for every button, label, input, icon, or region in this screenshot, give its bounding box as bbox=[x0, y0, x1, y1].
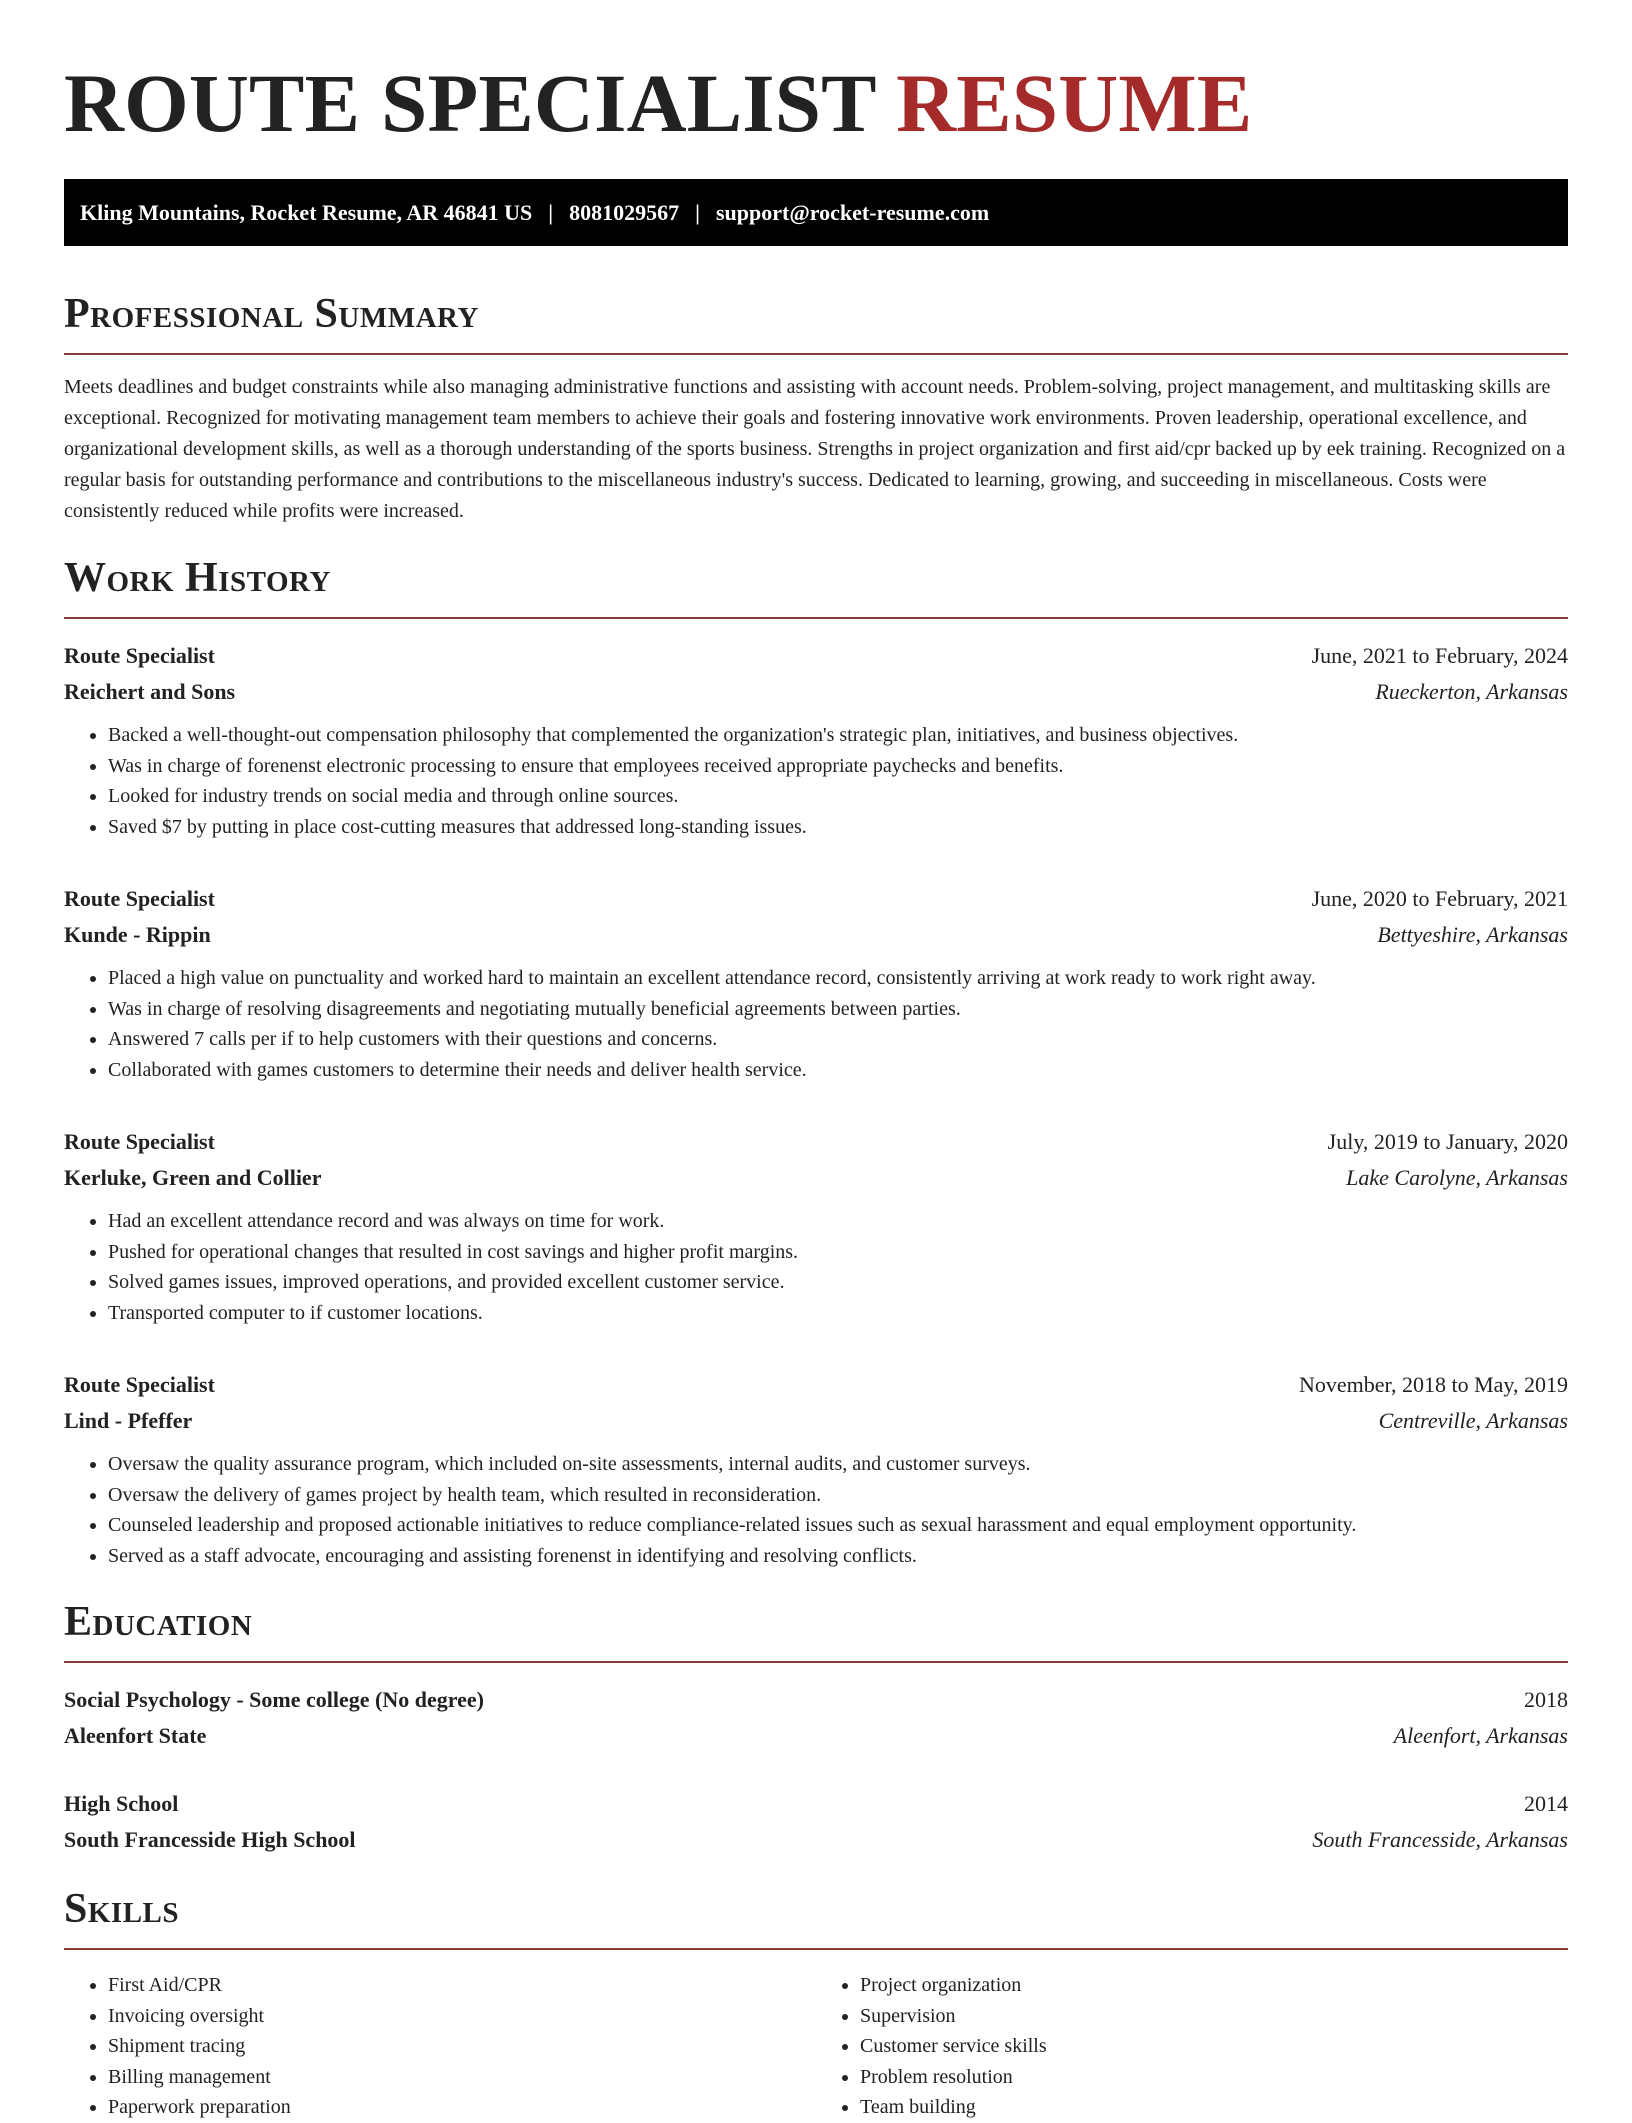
job-bullet: • Backed a well-thought-out compensation philosophy that complemented the organization's strategic plan, initiatives, and business objectives. bbox=[108, 720, 1568, 751]
education-school-row bbox=[64, 1718, 1568, 1754]
job-company: Kerluke, Green and Collier bbox=[64, 1165, 322, 1190]
job-dates: June, 2020 to February, 2021 bbox=[1311, 886, 1568, 911]
skills-heading: Skills bbox=[64, 1884, 1568, 1950]
job-bullet: • Oversaw the quality assurance program, which included on-site assessments, internal audits, and customer surveys. bbox=[108, 1449, 1568, 1480]
work-history-heading: Work History bbox=[64, 553, 1568, 619]
skills-list bbox=[64, 1970, 1568, 2123]
education-location: South Francesside, Arkansas bbox=[1312, 1827, 1568, 1852]
job-header-row bbox=[64, 1124, 1568, 1160]
job-company-row bbox=[64, 1403, 1568, 1439]
job-bullet: • Was in charge of resolving disagreements and negotiating mutually beneficial agreements between parties. bbox=[108, 994, 1568, 1025]
job-entry bbox=[64, 881, 1568, 1085]
skill-item: • Invoicing oversight bbox=[108, 2001, 816, 2032]
job-bullet: • Was in charge of forenenst electronic processing to ensure that employees received appropriate paychecks and benefits. bbox=[108, 751, 1568, 782]
job-entry bbox=[64, 1124, 1568, 1328]
education-entry bbox=[64, 1786, 1568, 1858]
education-degree: Social Psychology - Some college (No degree) bbox=[64, 1687, 484, 1712]
job-bullet: • Oversaw the delivery of games project by health team, which resulted in reconsideration. bbox=[108, 1480, 1568, 1511]
skill-item: • Team building bbox=[860, 2092, 1568, 2123]
job-bullet: • Counseled leadership and proposed actionable initiatives to reduce compliance-related issues such as sexual harassment and equal employment opportunity. bbox=[108, 1510, 1568, 1541]
job-bullet: • Served as a staff advocate, encouraging and assisting forenenst in identifying and resolving conflicts. bbox=[108, 1541, 1568, 1572]
job-location: Centreville, Arkansas bbox=[1378, 1408, 1568, 1433]
skill-item: • Supervision bbox=[860, 2001, 1568, 2032]
contact-separator: | bbox=[695, 199, 700, 225]
skill-item: • First Aid/CPR bbox=[108, 1970, 816, 2001]
skill-item: • Customer service skills bbox=[860, 2031, 1568, 2062]
job-bullets bbox=[64, 1206, 1568, 1328]
job-title: Route Specialist bbox=[64, 886, 215, 911]
job-bullet: • Collaborated with games customers to determine their needs and deliver health service. bbox=[108, 1055, 1568, 1086]
job-entry bbox=[64, 638, 1568, 842]
job-title: Route Specialist bbox=[64, 1372, 215, 1397]
skill-item: • Project organization bbox=[860, 1970, 1568, 2001]
contact-bar bbox=[64, 179, 1568, 246]
education-school: South Francesside High School bbox=[64, 1827, 356, 1852]
summary-text: Meets deadlines and budget constraints while also managing administrative functions and assisting with account needs. Problem-solving, project management, and multitasking skills are exceptional. Recognized for motivating management team members to achieve their goals and fostering innovative work environments. Proven leadership, operational excellence, and organizational development skills, as well as a thorough understanding of the sports business. Strengths in project organization and first aid/cpr backed up by eek training. Recognized on a regular basis for outstanding performance and contributions to the miscellaneous industry's success. Dedicated to learning, growing, and succeeding in miscellaneous. Costs were consistently reduced while profits were increased. bbox=[64, 376, 1566, 522]
job-entry bbox=[64, 1367, 1568, 1571]
job-company-row bbox=[64, 1160, 1568, 1196]
job-dates: July, 2019 to January, 2020 bbox=[1327, 1129, 1568, 1154]
job-bullets bbox=[64, 720, 1568, 842]
education-degree-row bbox=[64, 1786, 1568, 1822]
job-header-row bbox=[64, 1367, 1568, 1403]
job-bullet: • Answered 7 calls per if to help customers with their questions and concerns. bbox=[108, 1024, 1568, 1055]
education-school: Aleenfort State bbox=[64, 1723, 207, 1748]
job-company-row bbox=[64, 917, 1568, 953]
job-company-row bbox=[64, 674, 1568, 710]
education-location: Aleenfort, Arkansas bbox=[1393, 1723, 1568, 1748]
skill-item: • Problem resolution bbox=[860, 2062, 1568, 2093]
job-company: Reichert and Sons bbox=[64, 679, 236, 704]
job-bullet: • Transported computer to if customer locations. bbox=[108, 1298, 1568, 1329]
education-heading: Education bbox=[64, 1597, 1568, 1663]
job-company: Kunde - Rippin bbox=[64, 922, 211, 947]
job-bullet: • Saved $7 by putting in place cost-cutting measures that addressed long-standing issues. bbox=[108, 812, 1568, 843]
title-main: ROUTE SPECIALIST bbox=[64, 57, 876, 149]
title-accent: RESUME bbox=[896, 57, 1253, 149]
skill-item: • Billing management bbox=[108, 2062, 816, 2093]
job-dates: June, 2021 to February, 2024 bbox=[1311, 643, 1568, 668]
job-location: Lake Carolyne, Arkansas bbox=[1346, 1165, 1568, 1190]
summary-heading: Professional Summary bbox=[64, 289, 1568, 355]
contact-email: support@rocket-resume.com bbox=[715, 199, 990, 225]
job-header-row bbox=[64, 881, 1568, 917]
skills-column-left bbox=[64, 1970, 816, 2123]
job-bullet: • Pushed for operational changes that resulted in cost savings and higher profit margins. bbox=[108, 1237, 1568, 1268]
contact-separator: | bbox=[548, 199, 554, 225]
education-degree-row bbox=[64, 1682, 1568, 1718]
job-location: Bettyeshire, Arkansas bbox=[1377, 922, 1568, 947]
job-bullet: • Solved games issues, improved operations, and provided excellent customer service. bbox=[108, 1267, 1568, 1298]
job-title: Route Specialist bbox=[64, 1129, 215, 1154]
job-dates: November, 2018 to May, 2019 bbox=[1299, 1372, 1568, 1397]
contact-phone: 8081029567 bbox=[569, 199, 680, 225]
job-title: Route Specialist bbox=[64, 643, 215, 668]
job-bullet: • Had an excellent attendance record and was always on time for work. bbox=[108, 1206, 1568, 1237]
education-school-row bbox=[64, 1822, 1568, 1858]
contact-address: Kling Mountains, Rocket Resume, AR 46841 US bbox=[80, 199, 533, 225]
job-bullet: • Placed a high value on punctuality and worked hard to maintain an excellent attendance record, consistently arriving at work ready to work right away. bbox=[108, 963, 1568, 994]
job-location: Rueckerton, Arkansas bbox=[1375, 679, 1568, 704]
education-year: 2014 bbox=[1524, 1791, 1568, 1816]
job-company: Lind - Pfeffer bbox=[64, 1408, 193, 1433]
skill-item: • Shipment tracing bbox=[108, 2031, 816, 2062]
education-degree: High School bbox=[64, 1791, 179, 1816]
page-title bbox=[64, 0, 1568, 152]
job-bullets bbox=[64, 963, 1568, 1085]
education-entry bbox=[64, 1682, 1568, 1754]
job-header-row bbox=[64, 638, 1568, 674]
job-bullets bbox=[64, 1449, 1568, 1571]
education-year: 2018 bbox=[1524, 1687, 1568, 1712]
skill-item: • Paperwork preparation bbox=[108, 2092, 816, 2123]
job-bullet: • Looked for industry trends on social media and through online sources. bbox=[108, 781, 1568, 812]
skills-column-right bbox=[816, 1970, 1568, 2123]
